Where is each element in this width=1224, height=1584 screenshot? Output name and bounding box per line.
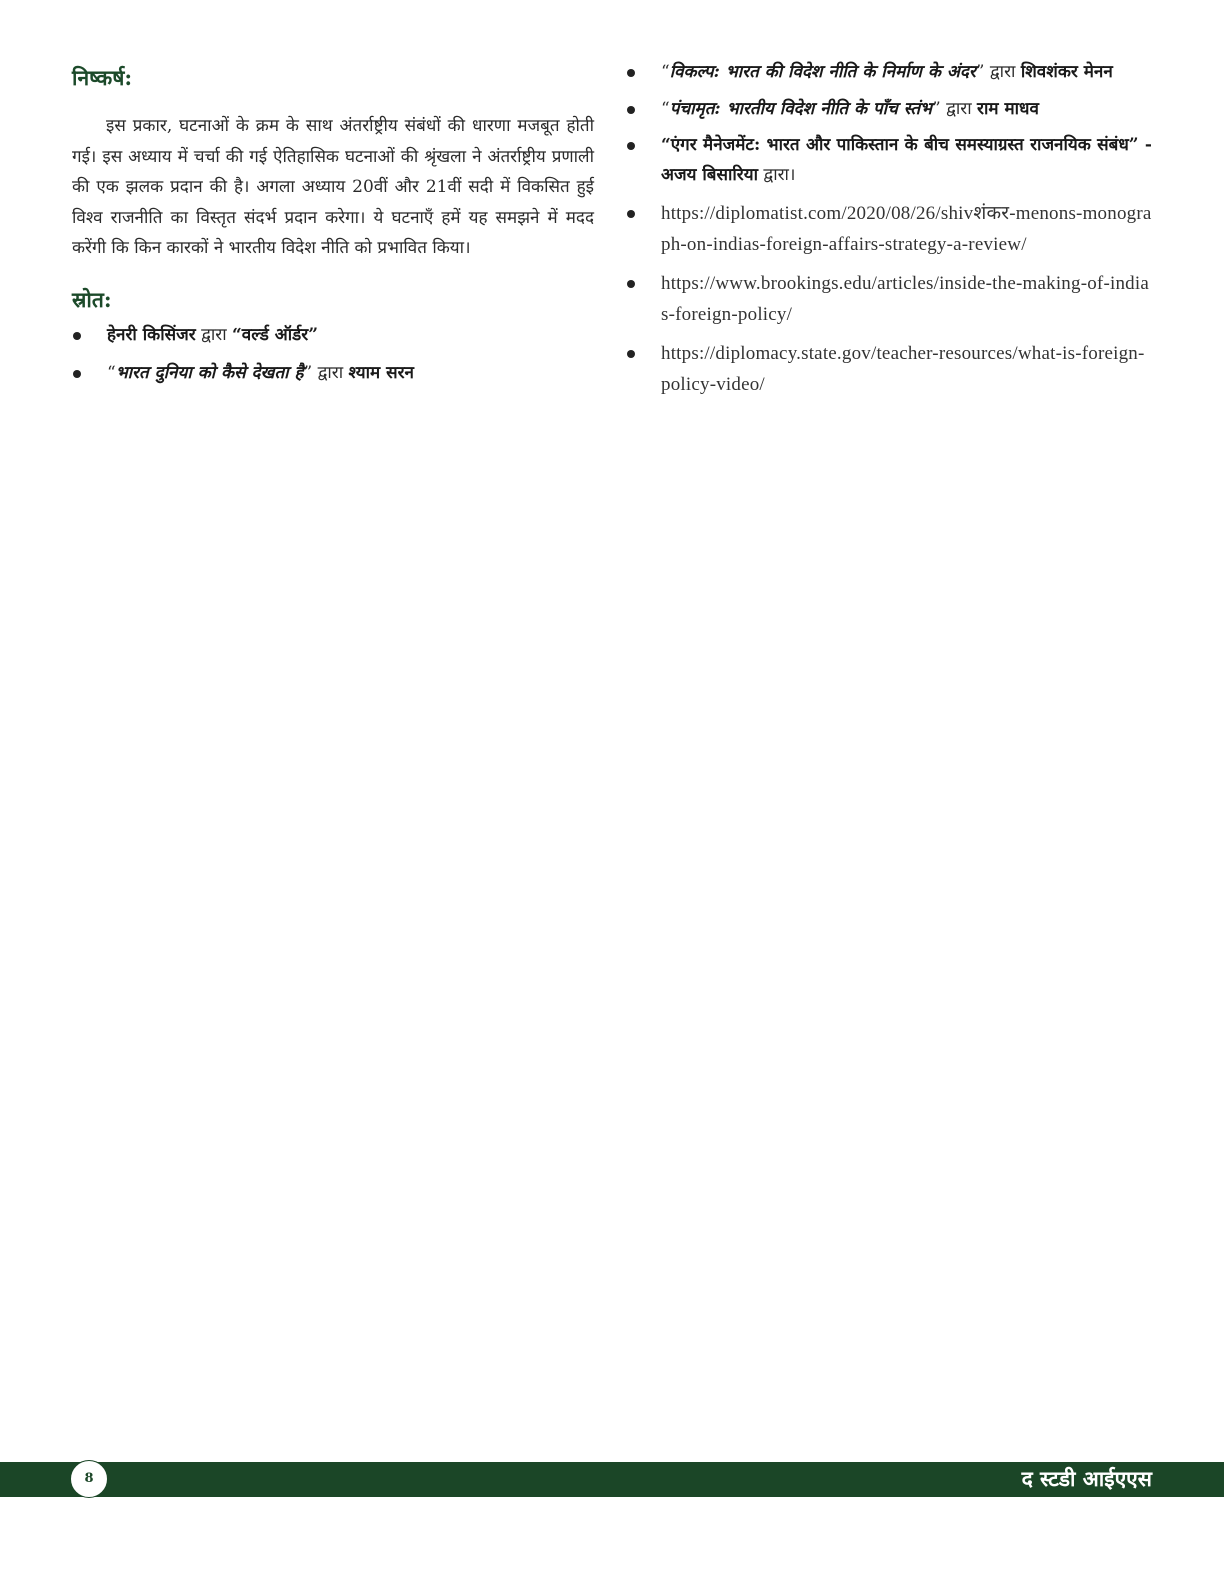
source-url-item [626,199,1152,260]
source-item-saran [72,359,594,389]
source-title: “वर्ल्ड ऑर्डर” [232,325,318,346]
open-quote: “ [661,98,670,119]
source-title: भारत दुनिया को कैसे देखता है [115,362,304,383]
page-number: 8 [70,1460,108,1498]
conclusion-paragraph: इस प्रकार, घटनाओं के क्रम के साथ अंतर्राष्ट्रीय संबंधों की धारणा मजबूत होती गई। इस अध्याय में चर्चा की गई ऐतिहासिक घटनाओं की श्रृंखला ने अंतर्राष्ट्रीय प्रणाली की एक झलक प्रदान की है। अगला अध्याय 20वीं और 21वीं सदी में विकसित हुई विश्व राजनीति का विस्तृत संदर्भ प्रदान करेगा। ये घटनाएँ हमें यह समझने में मदद करेंगी कि किन कारकों ने भारतीय विदेश नीति को प्रभावित किया। [72,116,594,259]
footer-brand: द स्टडी आईएएस [1021,1467,1152,1491]
source-url-brookings[interactable]: https://www.brookings.edu/articles/inside-the-making-of-indias-foreign-policy/ [661,273,1149,325]
source-author: श्याम सरन [348,362,414,383]
source-item-bisaria [626,131,1152,190]
close-quote: ” [932,98,941,119]
source-author: राम माधव [977,98,1039,119]
source-title-author: “एंगर मैनेजमेंट: भारत और पाकिस्तान के बीच समस्याग्रस्त राजनयिक संबंध” - अजय बिसारिया [661,135,1152,185]
source-url-state-gov[interactable]: https://diplomacy.state.gov/teacher-resources/what-is-foreign-policy-video/ [661,343,1145,395]
source-url-diplomatist[interactable]: https://diplomatist.com/2020/08/26/shivशंकर-menons-monograph-on-indias-foreign-affairs-strategy-a-review/ [661,203,1152,255]
source-by: द्वारा [940,98,978,119]
open-quote: “ [661,62,670,82]
source-by: द्वारा [984,62,1021,82]
conclusion-heading: निष्कर्ष: [72,65,133,90]
source-url-item [626,339,1152,400]
source-by: द्वारा। [758,164,796,185]
source-by: द्वारा [312,362,349,383]
source-author: हेनरी किसिंजर [107,325,196,346]
sources-list-left [72,321,594,388]
close-quote: ” [975,62,985,82]
source-author: शिवशंकर मेनन [1020,62,1113,82]
sources-list-right [626,58,1152,400]
close-quote: ” [303,362,313,383]
source-title: विकल्प: भारत की विदेश नीति के निर्माण के अंदर [669,62,976,82]
source-by: द्वारा [195,325,233,346]
source-url-item [626,269,1152,330]
open-quote: “ [107,362,116,383]
source-item-madhav [626,95,1152,125]
sources-heading: स्रोत: [72,286,112,312]
right-column [626,58,1152,407]
left-column [72,58,594,396]
source-title: पंचामृत: भारतीय विदेश नीति के पाँच स्तंभ [669,98,932,119]
source-item-menon [626,58,1152,88]
source-item-kissinger [72,321,594,351]
